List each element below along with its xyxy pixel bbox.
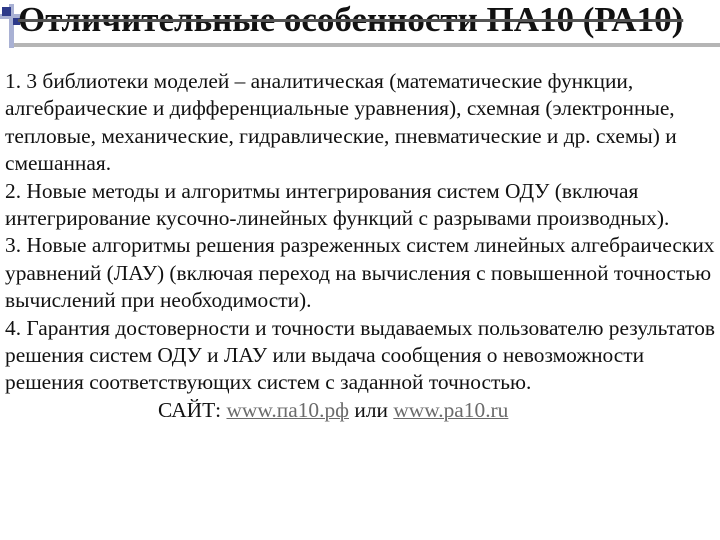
title-underline [14, 43, 720, 47]
list-item: 2. Новые методы и алгоритмы интегрирования систем ОДУ (включая интегрирование кусочно-линейных функций с разрывами производных). [5, 178, 670, 231]
site-link-latin[interactable]: www.pa10.ru [393, 397, 509, 422]
site-line [5, 397, 717, 424]
list-item: 3. Новые алгоритмы решения разреженных систем линейных алгебраических уравнений (ЛАУ) (включая переход на вычисления с повышенной точностью вычислений при необходимости). [5, 233, 715, 313]
slide-title: Отличительные особенности ПА10 (РА10) [18, 0, 684, 39]
list-item: 1. 3 библиотеки моделей – аналитическая (математические функции, алгебраические и дифференциальные уравнения), схемная (электронные, тепловые, механические, гидравлические, пневматические и др. схемы) и смешанная. [5, 69, 677, 176]
site-separator: или [354, 397, 388, 422]
site-link-cyrillic[interactable]: www.па10.рф [226, 397, 350, 422]
title-decoration-square [2, 7, 11, 16]
list-item: 4. Гарантия достоверности и точности выдаваемых пользователю результатов решения систем ОДУ и ЛАУ или выдача сообщения о невозможности решения соответствующих систем с заданной точностью. [5, 315, 716, 395]
slide-body [5, 68, 717, 424]
site-label: САЙТ: [158, 397, 222, 422]
